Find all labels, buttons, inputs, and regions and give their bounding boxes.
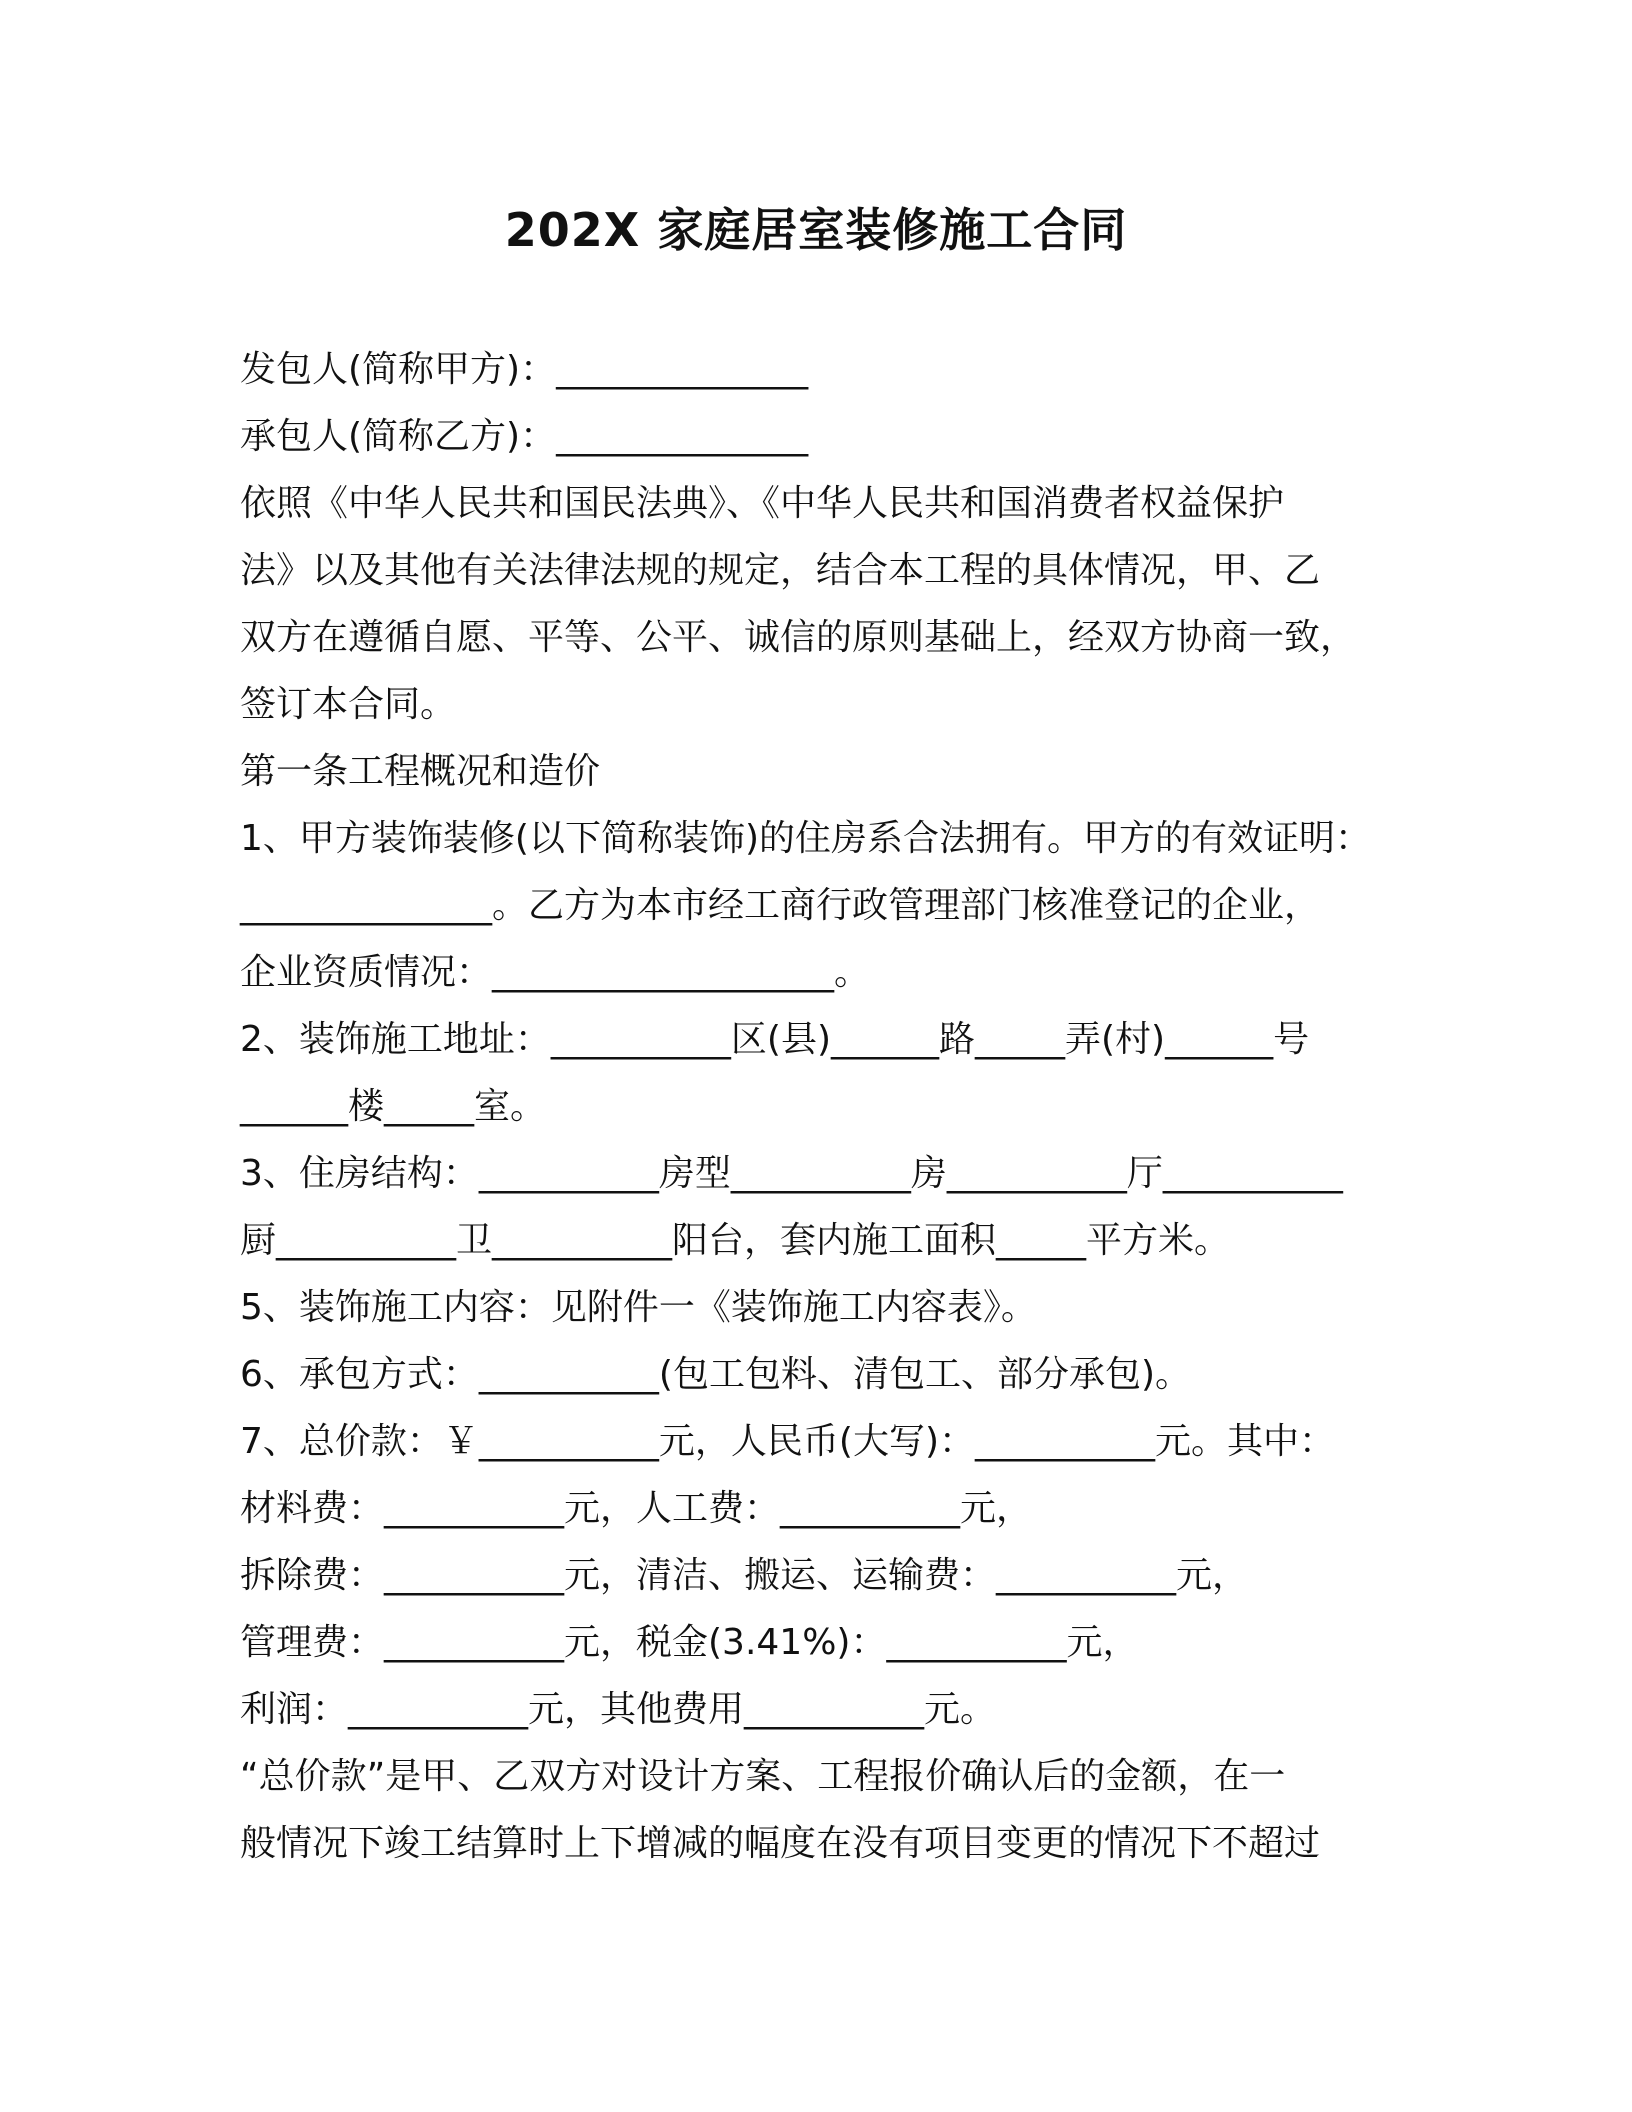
fee-line: 拆除费：__________元，清洁、搬运、运输费：__________元， <box>240 1555 1249 1596</box>
clause-line: 2、装饰施工地址：__________区(县)______路_____弄(村)______号 <box>240 1019 1310 1060</box>
party-b-line: 承包人(简称乙方)：______________ <box>240 416 809 457</box>
paragraph-line: “总价款”是甲、乙双方对设计方案、工程报价确认后的金额，在一 <box>240 1756 1286 1797</box>
clause-line: 5、装饰施工内容：见附件一《装饰施工内容表》。 <box>240 1287 1037 1328</box>
paragraph-line: 般情况下竣工结算时上下增减的幅度在没有项目变更的情况下不超过 <box>240 1823 1321 1864</box>
party-a-line: 发包人(简称甲方)：______________ <box>240 349 809 390</box>
clause-line: 7、总价款：￥__________元，人民币(大写)：__________元。其中： <box>240 1421 1335 1462</box>
clause-line: 1、甲方装饰装修(以下简称装饰)的住房系合法拥有。甲方的有效证明： <box>240 818 1371 859</box>
clause-line: 厨__________卫__________阳台，套内施工面积_____平方米。 <box>240 1220 1231 1261</box>
preamble-line: 法》以及其他有关法律法规的规定，结合本工程的具体情况，甲、乙 <box>240 550 1321 591</box>
preamble-line: 依照《中华人民共和国民法典》、《中华人民共和国消费者权益保护 <box>240 483 1285 524</box>
preamble-line: 签订本合同。 <box>240 684 457 725</box>
fee-line: 管理费：__________元，税金(3.41%)：__________元， <box>240 1622 1139 1663</box>
preamble-line: 双方在遵循自愿、平等、公平、诚信的原则基础上，经双方协商一致， <box>240 617 1357 658</box>
clause-line: ______楼_____室。 <box>240 1086 547 1127</box>
fee-line: 材料费：__________元，人工费：__________元， <box>240 1488 1033 1529</box>
clause-line: ______________。乙方为本市经工商行政管理部门核准登记的企业， <box>240 885 1321 926</box>
fee-line: 利润：__________元，其他费用__________元。 <box>240 1689 997 1730</box>
clause-line: 3、住房结构：__________房型__________房__________厅__________ <box>240 1153 1343 1194</box>
document-title: 202X 家庭居室装修施工合同 <box>504 203 1128 257</box>
clause-line: 6、承包方式：__________(包工包料、清包工、部分承包)。 <box>240 1354 1191 1395</box>
clause-line: 企业资质情况：___________________。 <box>240 952 871 993</box>
document-body <box>240 336 1390 1877</box>
article-heading: 第一条工程概况和造价 <box>240 751 601 792</box>
